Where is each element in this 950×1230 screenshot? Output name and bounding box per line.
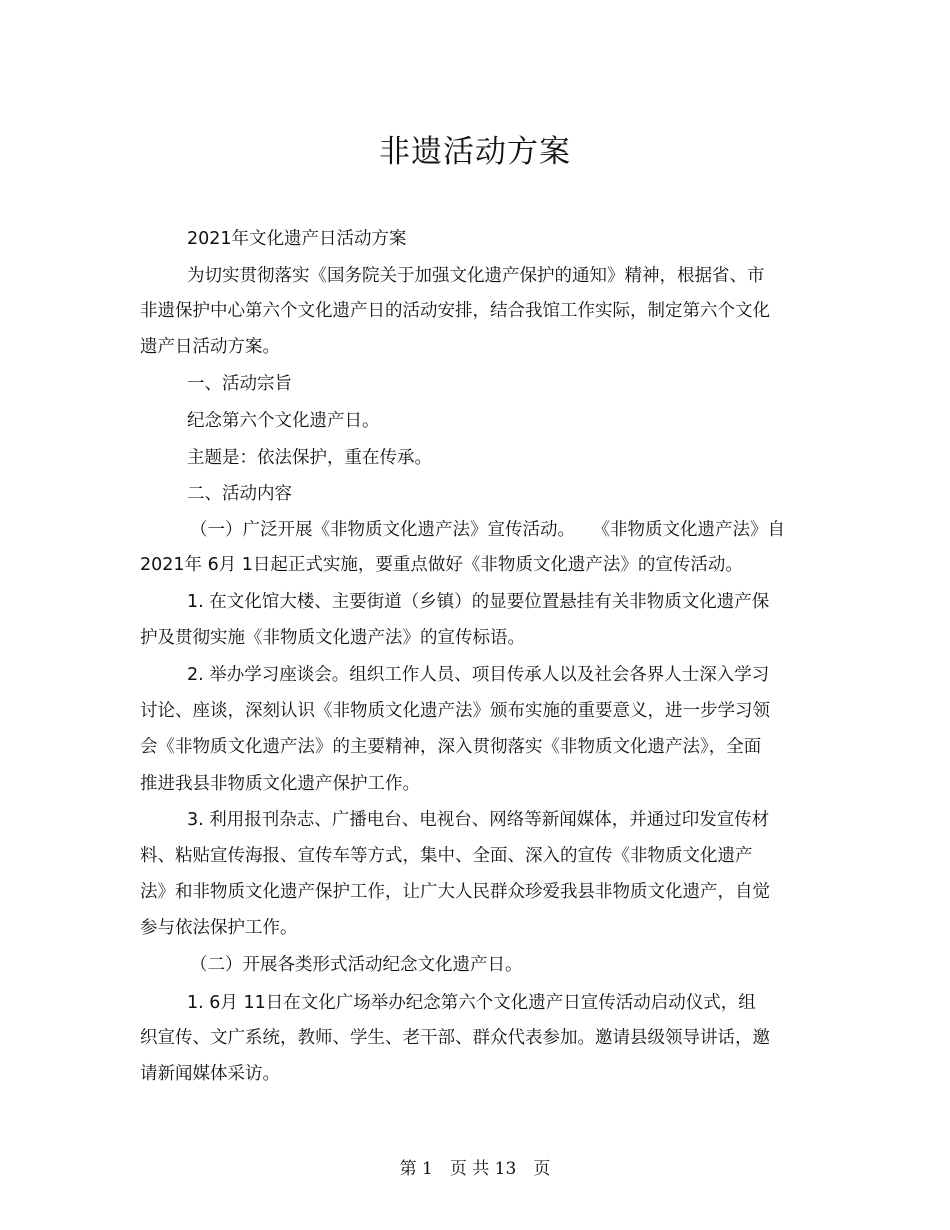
list-item-line: 讨论、座谈，深刻认识《非物质文化遗产法》颁布实施的重要意义，进一步学习领 — [140, 701, 770, 721]
page-footer: 第 1 页 共 13 页 — [399, 1159, 551, 1179]
section-heading: （二）开展各类形式活动纪念文化遗产日。 — [190, 955, 523, 975]
list-item-line: 1. 6月 11日在文化广场举办纪念第六个文化遗产日宣传活动启动仪式，组 — [187, 993, 756, 1013]
paragraph-line: 非遗保护中心第六个文化遗产日的活动安排，结合我馆工作实际，制定第六个文化 — [140, 301, 770, 321]
list-item-line: 法》和非物质文化遗产保护工作，让广大人民群众珍爱我县非物质文化遗产，自觉 — [140, 882, 770, 902]
list-item-line: 请新闻媒体采访。 — [140, 1064, 280, 1084]
list-item-line: 参与依法保护工作。 — [140, 918, 298, 938]
paragraph-line: 主题是：依法保护，重在传承。 — [187, 448, 432, 468]
list-item-line: 料、粘贴宣传海报、宣传车等方式，集中、全面、深入的宣传《非物质文化遗产 — [140, 846, 753, 866]
subtitle-line: 2021年文化遗产日活动方案 — [187, 229, 407, 249]
list-item-line: 护及贯彻实施《非物质文化遗产法》的宣传标语。 — [140, 628, 525, 648]
list-item-line: 3. 利用报刊杂志、广播电台、电视台、网络等新闻媒体，并通过印发宣传材 — [187, 810, 770, 830]
paragraph-line: 为切实贯彻落实《国务院关于加强文化遗产保护的通知》精神，根据省、市 — [187, 266, 765, 286]
document-title: 非遗活动方案 — [379, 134, 571, 170]
section-heading: 二、活动内容 — [187, 484, 292, 504]
list-item-line: 织宣传、文广系统，教师、学生、老干部、群众代表参加。邀请县级领导讲话，邀 — [140, 1028, 770, 1048]
list-item-line: 推进我县非物质文化遗产保护工作。 — [140, 774, 420, 794]
paragraph-line: 遗产日活动方案。 — [140, 337, 280, 357]
list-item-line: 会《非物质文化遗产法》的主要精神，深入贯彻落实《非物质文化遗产法》，全面 — [140, 737, 762, 757]
paragraph-line: （一）广泛开展《非物质文化遗产法》宣传活动。 《非物质文化遗产法》自 — [190, 520, 785, 540]
section-heading: 一、活动宗旨 — [187, 374, 292, 394]
list-item-line: 2. 举办学习座谈会。组织工作人员、项目传承人以及社会各界人士深入学习 — [187, 665, 770, 685]
list-item-line: 1. 在文化馆大楼、主要街道（乡镇）的显要位置悬挂有关非物质文化遗产保 — [187, 592, 770, 612]
paragraph-line: 纪念第六个文化遗产日。 — [187, 411, 380, 431]
paragraph-line: 2021年 6月 1日起正式实施，要重点做好《非物质文化遗产法》的宣传活动。 — [140, 555, 743, 575]
